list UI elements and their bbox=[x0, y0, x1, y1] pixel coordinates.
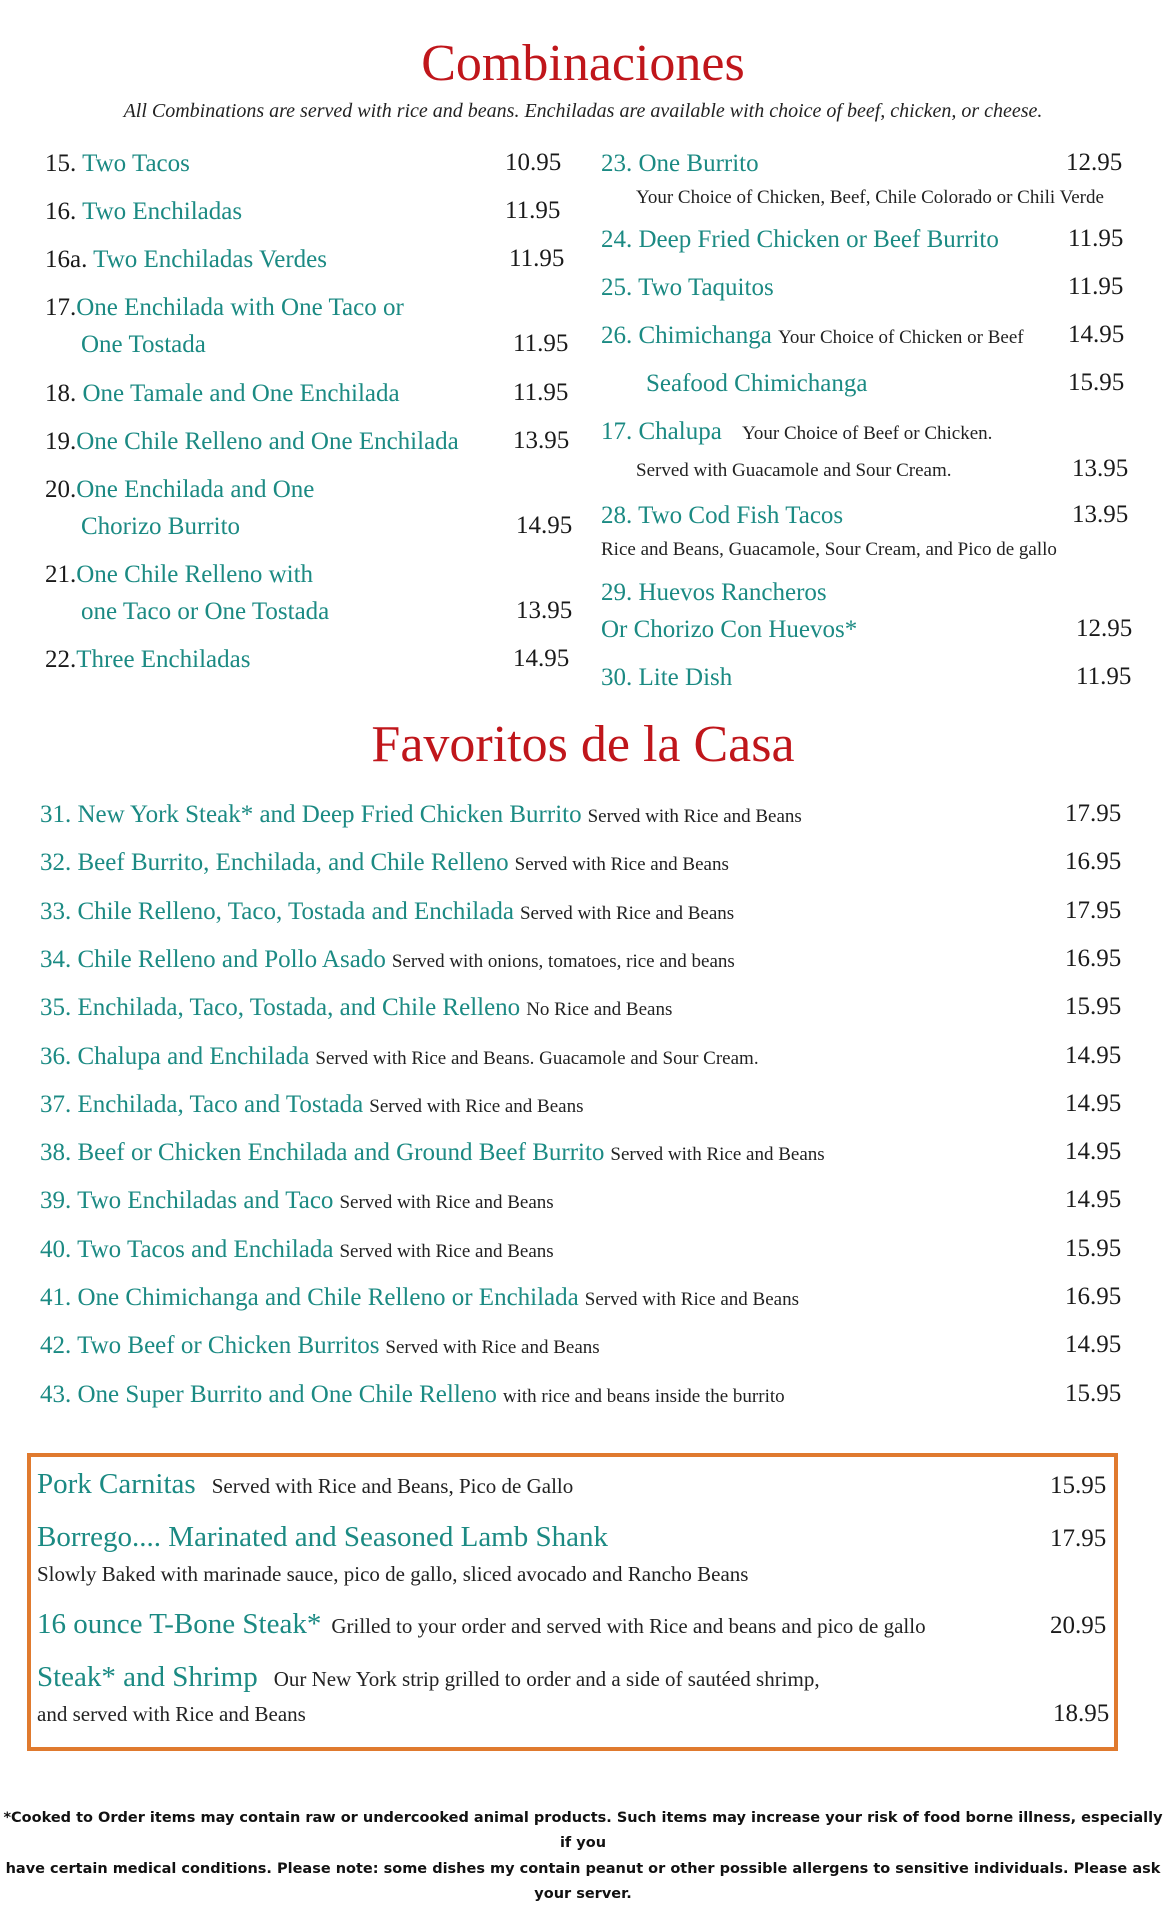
item-number: 41. bbox=[40, 1284, 72, 1311]
price: 14.95 bbox=[1068, 321, 1125, 348]
favoritos-item bbox=[40, 1042, 759, 1072]
price: 14.95 bbox=[1065, 1042, 1122, 1069]
menu-item-16: 16. Two Enchiladas bbox=[45, 198, 243, 225]
item-number: 35. bbox=[40, 994, 72, 1021]
price: 14.95 bbox=[1065, 1090, 1122, 1117]
item-name: One Super Burrito and One Chile Relleno bbox=[77, 1381, 497, 1408]
price: 11.95 bbox=[513, 379, 569, 406]
item-number: 32. bbox=[40, 849, 72, 876]
item-name: Chile Relleno and Pollo Asado bbox=[77, 946, 386, 973]
menu-item-17: 17.One Enchilada with One Taco or bbox=[45, 294, 404, 321]
price: 14.95 bbox=[513, 645, 570, 672]
price: 15.95 bbox=[1065, 1235, 1122, 1262]
item-description: No Rice and Beans bbox=[526, 999, 673, 1020]
favoritos-item bbox=[40, 993, 672, 1023]
item-name: New York Steak* and Deep Fried Chicken Burrito bbox=[77, 801, 582, 828]
item-description: Served with Rice and Beans bbox=[369, 1096, 584, 1117]
price: 12.95 bbox=[1076, 615, 1133, 642]
price: 15.95 bbox=[1065, 1380, 1122, 1407]
price: 15.95 bbox=[1050, 1472, 1107, 1499]
price: 11.95 bbox=[1068, 273, 1124, 300]
price: 10.95 bbox=[505, 149, 562, 176]
favoritos-item bbox=[40, 848, 729, 878]
item-description: Served with Guacamole and Sour Cream. bbox=[636, 460, 952, 481]
favoritos-item bbox=[40, 1090, 584, 1120]
menu-item-30: 30. Lite Dish bbox=[601, 664, 733, 691]
item-name: Beef or Chicken Enchilada and Ground Beef Burrito bbox=[77, 1139, 605, 1166]
item-name: Enchilada, Taco and Tostada bbox=[77, 1091, 364, 1118]
item-name: Two Enchiladas and Taco bbox=[77, 1187, 334, 1214]
favoritos-title: Favoritos de la Casa bbox=[371, 716, 795, 773]
price: 16.95 bbox=[1065, 848, 1122, 875]
price: 13.95 bbox=[516, 597, 573, 624]
menu-item-chalupa: 17. Chalupa Your Choice of Beef or Chicken. bbox=[601, 418, 993, 445]
menu-item-15: 15. Two Tacos bbox=[45, 150, 190, 177]
price: 16.95 bbox=[1065, 945, 1122, 972]
combinaciones-subtitle: All Combinations are served with rice and beans. Enchiladas are available with choice of beef, chicken, or cheese. bbox=[123, 100, 1043, 122]
menu-item-21-line2: one Taco or One Tostada bbox=[81, 598, 330, 625]
item-description: Served with Rice and Beans bbox=[385, 1337, 600, 1358]
menu-item-21: 21.One Chile Relleno with bbox=[45, 561, 314, 588]
menu-item-22: 22.Three Enchiladas bbox=[45, 646, 251, 673]
price: 11.95 bbox=[1076, 663, 1132, 690]
menu-item-seafood-chimichanga: Seafood Chimichanga bbox=[646, 370, 868, 397]
item-description: Served with Rice and Beans bbox=[584, 1289, 799, 1310]
price: 14.95 bbox=[1065, 1186, 1122, 1213]
favoritos-item bbox=[40, 1380, 785, 1410]
item-description: Served with Rice and Beans bbox=[610, 1144, 825, 1165]
menu-item-28: 28. Two Cod Fish Tacos bbox=[601, 502, 844, 529]
price: 13.95 bbox=[513, 427, 570, 454]
favoritos-item bbox=[40, 1235, 554, 1265]
item-description: Served with Rice and Beans bbox=[519, 903, 735, 924]
menu-item-23: 23. One Burrito bbox=[601, 150, 759, 177]
favoritos-item bbox=[40, 897, 734, 927]
price: 11.95 bbox=[1068, 225, 1124, 252]
menu-item-29-line2: Or Chorizo Con Huevos* bbox=[601, 616, 858, 643]
item-number: 39. bbox=[40, 1187, 72, 1214]
item-number: 34. bbox=[40, 946, 72, 973]
favoritos-item bbox=[40, 1331, 600, 1361]
menu-item-17-line2: One Tostada bbox=[81, 331, 206, 358]
item-number: 33. bbox=[40, 898, 72, 925]
item-description: Served with onions, tomatoes, rice and beans bbox=[391, 951, 735, 972]
item-number: 40. bbox=[40, 1236, 72, 1263]
price: 18.95 bbox=[1053, 1700, 1110, 1727]
price: 13.95 bbox=[1072, 455, 1129, 482]
price: 14.95 bbox=[1065, 1138, 1122, 1165]
menu-item-26: 26. Chimichanga Your Choice of Chicken or Beef bbox=[601, 322, 1024, 349]
special-borrego: Borrego.... Marinated and Seasoned Lamb Shank bbox=[37, 1521, 608, 1553]
item-name: Chalupa and Enchilada bbox=[77, 1043, 310, 1070]
item-description: Served with Rice and Beans bbox=[339, 1241, 554, 1262]
item-name: Beef Burrito, Enchilada, and Chile Relleno bbox=[77, 849, 509, 876]
item-number: 36. bbox=[40, 1043, 72, 1070]
favoritos-item bbox=[40, 800, 802, 830]
price: 15.95 bbox=[1065, 993, 1122, 1020]
menu-item-29: 29. Huevos Rancheros bbox=[601, 579, 827, 606]
item-name: Two Beef or Chicken Burritos bbox=[77, 1332, 380, 1359]
item-description: Rice and Beans, Guacamole, Sour Cream, and Pico de gallo bbox=[601, 539, 1057, 560]
price: 11.95 bbox=[513, 330, 569, 357]
item-name: Enchilada, Taco, Tostada, and Chile Relleno bbox=[77, 994, 521, 1021]
item-name: Chile Relleno, Taco, Tostada and Enchilada bbox=[77, 898, 514, 925]
price: 17.95 bbox=[1065, 897, 1122, 924]
item-number: 42. bbox=[40, 1332, 72, 1359]
price: 20.95 bbox=[1050, 1612, 1107, 1639]
menu-item-16a: 16a. Two Enchiladas Verdes bbox=[45, 246, 328, 273]
item-number: 37. bbox=[40, 1091, 72, 1118]
favoritos-item bbox=[40, 1283, 799, 1313]
favoritos-item bbox=[40, 1138, 825, 1168]
price: 12.95 bbox=[1066, 149, 1123, 176]
item-description: Served with Rice and Beans bbox=[514, 854, 729, 875]
special-t-bone-steak: 16 ounce T-Bone Steak* Grilled to your order and served with Rice and beans and pico de gallo bbox=[37, 1608, 926, 1640]
item-description: and served with Rice and Beans bbox=[37, 1702, 306, 1726]
footnote-line-2: have certain medical conditions. Please note: some dishes my contain peanut or other possible allergens to sensitive individuals. Please ask your server. bbox=[5, 1860, 1161, 1903]
item-number: 43. bbox=[40, 1381, 72, 1408]
price: 13.95 bbox=[1072, 501, 1129, 528]
menu-item-20-line2: Chorizo Burrito bbox=[81, 513, 241, 540]
price: 17.95 bbox=[1065, 800, 1122, 827]
item-description: Served with Rice and Beans. Guacamole and Sour Cream. bbox=[315, 1048, 759, 1069]
footnote-line-1: *Cooked to Order items may contain raw or undercooked animal products. Such items may increase your risk of food borne illness, especially if you bbox=[3, 1810, 1163, 1852]
favoritos-item bbox=[40, 1186, 554, 1216]
special-steak-and-shrimp: Steak* and Shrimp Our New York strip grilled to order and a side of sautéed shrimp, bbox=[37, 1661, 820, 1693]
item-description: Your Choice of Chicken, Beef, Chile Colorado or Chili Verde bbox=[636, 187, 1104, 208]
menu-item-24: 24. Deep Fried Chicken or Beef Burrito bbox=[601, 226, 999, 253]
menu-item-20: 20.One Enchilada and One bbox=[45, 476, 315, 503]
item-name: One Chimichanga and Chile Relleno or Enchilada bbox=[77, 1284, 579, 1311]
price: 17.95 bbox=[1050, 1525, 1107, 1552]
item-description: with rice and beans inside the burrito bbox=[502, 1386, 785, 1407]
item-description: Slowly Baked with marinade sauce, pico de gallo, sliced avocado and Rancho Beans bbox=[37, 1562, 749, 1586]
price: 15.95 bbox=[1068, 369, 1125, 396]
item-number: 38. bbox=[40, 1139, 72, 1166]
price: 14.95 bbox=[1065, 1331, 1122, 1358]
price: 11.95 bbox=[505, 197, 561, 224]
price: 14.95 bbox=[516, 512, 573, 539]
special-pork-carnitas: Pork Carnitas Served with Rice and Beans, Pico de Gallo bbox=[37, 1468, 574, 1500]
menu-item-18: 18. One Tamale and One Enchilada bbox=[45, 380, 400, 407]
price: 11.95 bbox=[509, 245, 565, 272]
favoritos-item bbox=[40, 945, 735, 975]
menu-item-25: 25. Two Taquitos bbox=[601, 274, 774, 301]
price: 16.95 bbox=[1065, 1283, 1122, 1310]
allergen-footnote bbox=[0, 1806, 1166, 1908]
item-number: 31. bbox=[40, 801, 72, 828]
item-description: Served with Rice and Beans bbox=[587, 806, 802, 827]
combinaciones-title: Combinaciones bbox=[421, 35, 745, 92]
item-name: Two Tacos and Enchilada bbox=[77, 1236, 334, 1263]
menu-item-19: 19.One Chile Relleno and One Enchilada bbox=[45, 428, 459, 455]
item-description: Served with Rice and Beans bbox=[339, 1192, 554, 1213]
